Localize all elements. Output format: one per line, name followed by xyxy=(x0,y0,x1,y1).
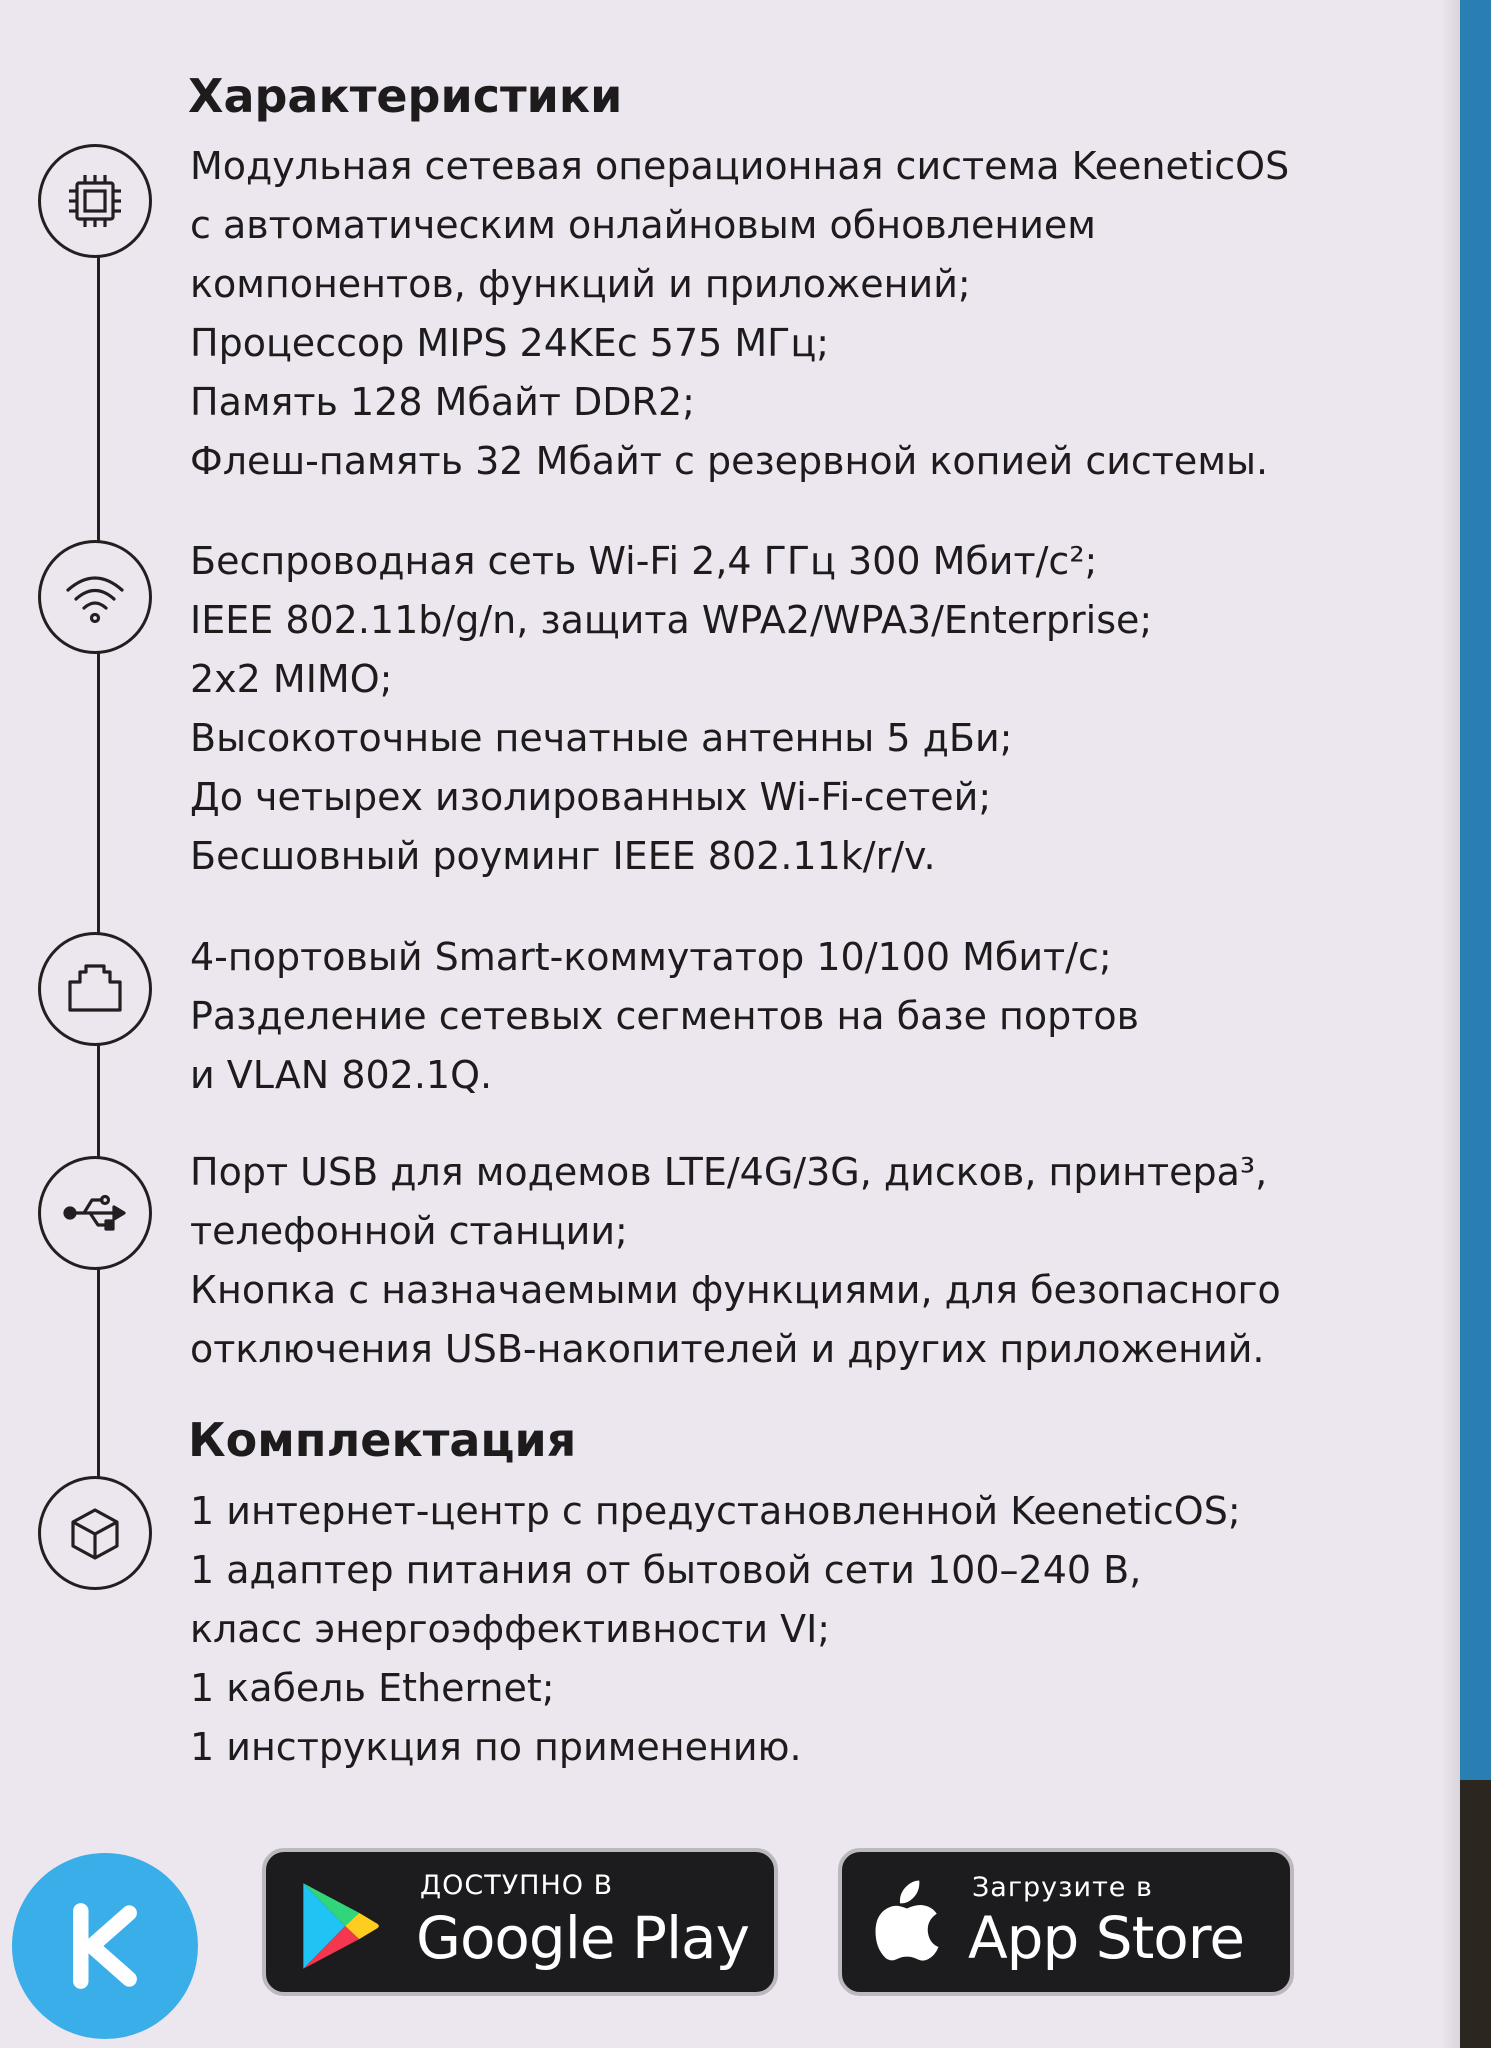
spec-line: Процессор MIPS 24KEc 575 МГц; xyxy=(190,321,830,365)
app-store-caption: Загрузите в xyxy=(972,1872,1153,1903)
spec-line: Порт USB для модемов LTE/4G/3G, дисков, принтера³, xyxy=(190,1150,1268,1194)
spec-line: отключения USB-накопителей и других приложений. xyxy=(190,1327,1265,1371)
kit-line: 1 кабель Ethernet; xyxy=(190,1666,555,1710)
usb-icon xyxy=(38,1156,152,1270)
app-store-badge[interactable] xyxy=(838,1848,1294,1996)
ethernet-port-icon xyxy=(38,932,152,1046)
google-play-icon xyxy=(294,1878,386,1978)
spec-line: Модульная сетевая операционная система KeeneticOS xyxy=(190,144,1290,188)
timeline-line xyxy=(97,200,100,1490)
spec-group-wireless xyxy=(190,532,1152,886)
spec-line: До четырех изолированных Wi-Fi-сетей; xyxy=(190,775,992,819)
spec-line: IEEE 802.11b/g/n, защита WPA2/WPA3/Enterprise; xyxy=(190,598,1153,642)
box-icon xyxy=(38,1476,152,1590)
google-play-caption: ДОСТУПНО В xyxy=(420,1870,614,1901)
google-play-badge[interactable] xyxy=(262,1848,778,1996)
spec-line: компонентов, функций и приложений; xyxy=(190,262,971,306)
kit-line: 1 интернет-центр с предустановленной KeeneticOS; xyxy=(190,1489,1241,1533)
google-play-label: Google Play xyxy=(416,1904,749,1972)
box-edge-dark xyxy=(1460,1780,1491,2048)
kit-title: Комплектация xyxy=(188,1413,577,1467)
cpu-chip-icon xyxy=(38,144,152,258)
app-store-label: App Store xyxy=(968,1904,1245,1972)
spec-line: Кнопка с назначаемыми функциями, для безопасного xyxy=(190,1268,1281,1312)
spec-line: Разделение сетевых сегментов на базе портов xyxy=(190,994,1140,1038)
kit-line: 1 адаптер питания от бытовой сети 100–240 В, xyxy=(190,1548,1142,1592)
spec-line: 2x2 MIMO; xyxy=(190,657,393,701)
wifi-icon xyxy=(38,540,152,654)
spec-line: 4-портовый Smart-коммутатор 10/100 Мбит/с; xyxy=(190,935,1112,979)
kit-line: 1 инструкция по применению. xyxy=(190,1725,802,1769)
spec-line: Память 128 Мбайт DDR2; xyxy=(190,380,695,424)
card-edge-shadow xyxy=(1440,0,1460,2048)
box-edge-blue xyxy=(1460,0,1491,1780)
keenetic-logo-icon xyxy=(12,1853,198,2039)
spec-line: Бесшовный роуминг IEEE 802.11k/r/v. xyxy=(190,834,936,878)
specs-title: Характеристики xyxy=(188,69,623,123)
spec-group-processor xyxy=(190,137,1289,491)
spec-line: Высокоточные печатные антенны 5 дБи; xyxy=(190,716,1013,760)
spec-group-switch xyxy=(190,928,1139,1105)
spec-line: Беспроводная сеть Wi-Fi 2,4 ГГц 300 Мбит/с²; xyxy=(190,539,1098,583)
spec-line: и VLAN 802.1Q. xyxy=(190,1053,493,1097)
kit-list xyxy=(190,1482,1241,1777)
spec-line: с автоматическим онлайновым обновлением xyxy=(190,203,1096,247)
spec-line: Флеш-память 32 Мбайт с резервной копией системы. xyxy=(190,439,1269,483)
kit-line: класс энергоэффективности VI; xyxy=(190,1607,831,1651)
apple-icon xyxy=(872,1876,942,1966)
spec-group-usb xyxy=(190,1143,1281,1379)
spec-line: телефонной станции; xyxy=(190,1209,628,1253)
